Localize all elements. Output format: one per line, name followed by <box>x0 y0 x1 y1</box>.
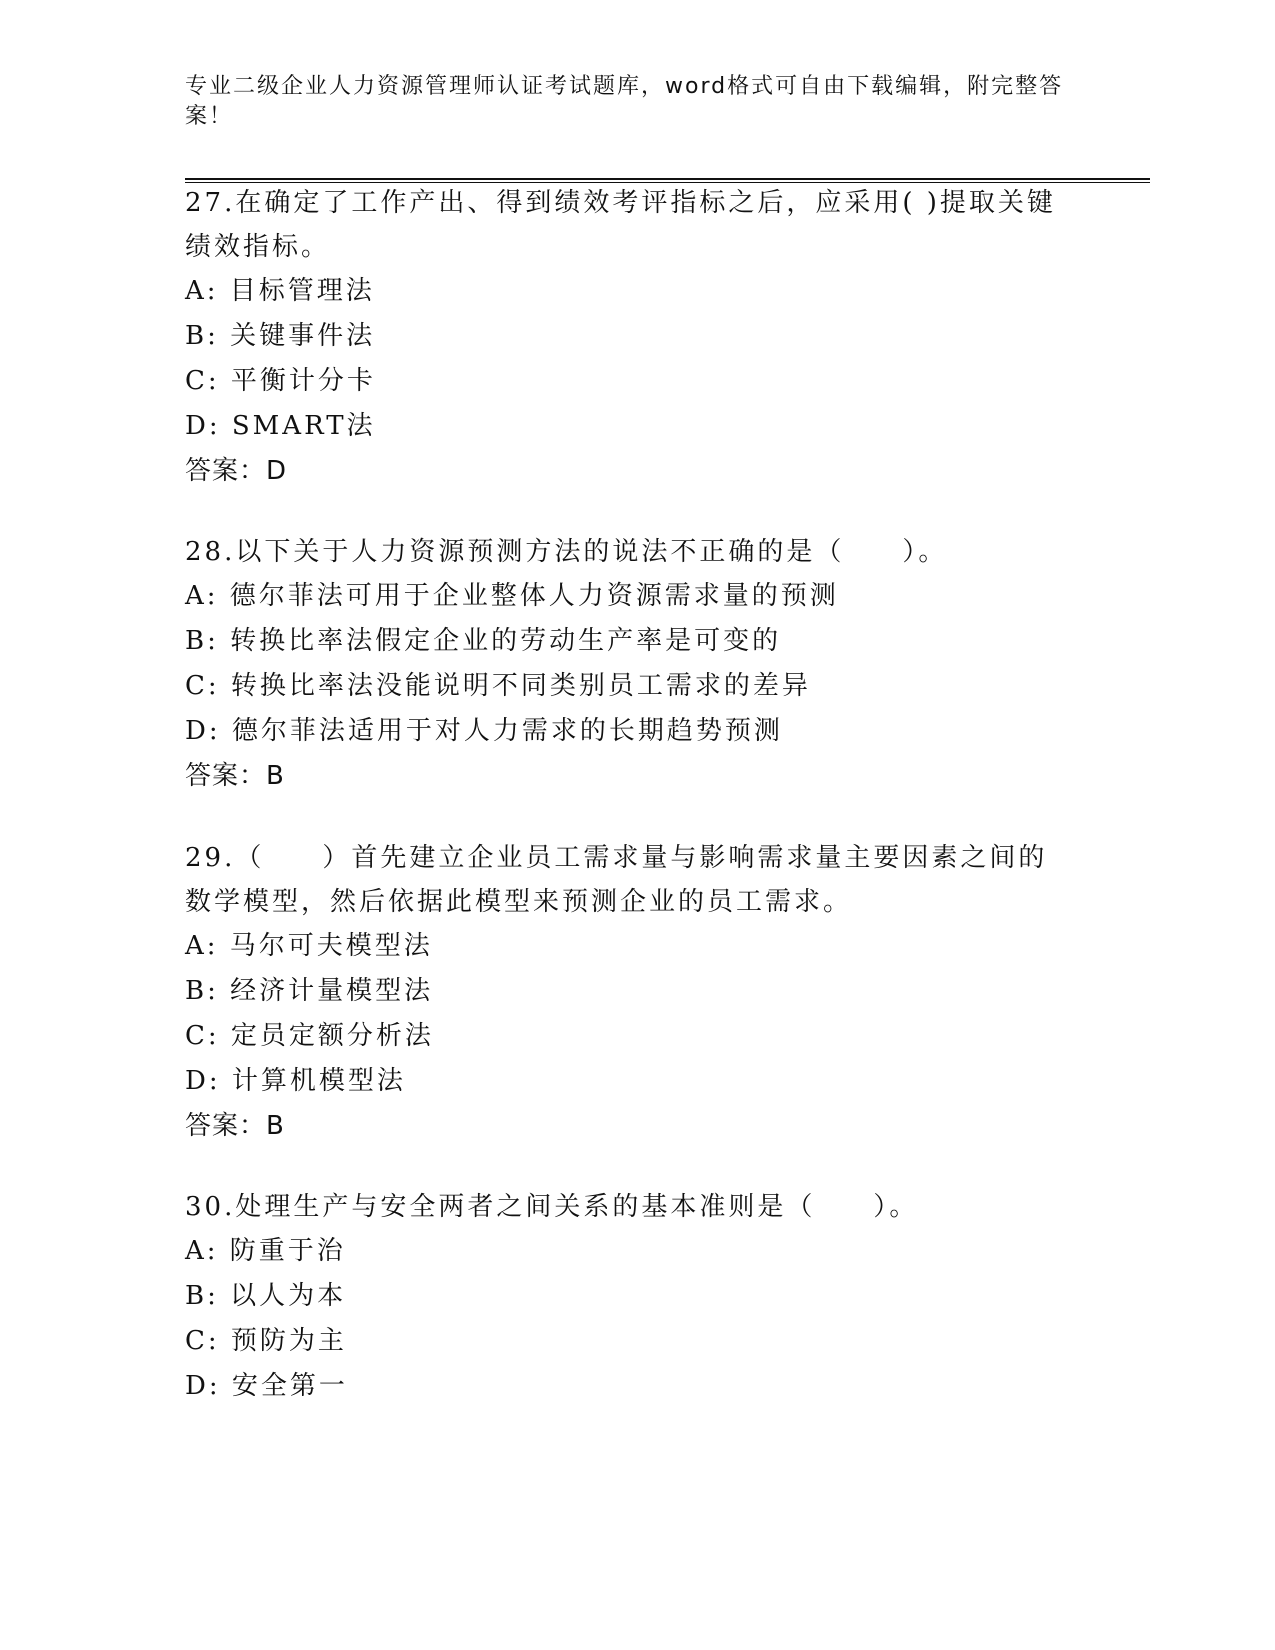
question-block-29 <box>185 836 1065 1148</box>
answer-line: 答案：B <box>185 1111 285 1141</box>
option-c: C: 平衡计分卡 <box>185 366 376 396</box>
option-a: A: 目标管理法 <box>185 276 375 306</box>
option-c: C: 转换比率法没能说明不同类别员工需求的差异 <box>185 671 811 701</box>
answer-line: 答案：B <box>185 761 285 791</box>
question-block-28 <box>185 530 1065 798</box>
option-d: D: 安全第一 <box>185 1371 348 1401</box>
option-b: B: 关键事件法 <box>185 321 376 351</box>
question-stem: 28.以下关于人力资源预测方法的说法不正确的是（ ）。 <box>185 537 948 567</box>
option-a: A: 防重于治 <box>185 1236 346 1266</box>
question-stem: 27.在确定了工作产出、得到绩效考评指标之后，应采用( )提取关键绩效指标。 <box>185 188 1056 262</box>
option-b: B: 转换比率法假定企业的劳动生产率是可变的 <box>185 626 782 656</box>
option-d: D: 计算机模型法 <box>185 1066 406 1096</box>
answer-line: 答案：D <box>185 456 288 486</box>
option-b: B: 以人为本 <box>185 1281 347 1311</box>
document-header: 专业二级企业人力资源管理师认证考试题库，word格式可自由下载编辑，附完整答案！ <box>185 74 1064 129</box>
option-a: A: 德尔菲法可用于企业整体人力资源需求量的预测 <box>185 581 839 611</box>
option-c: C: 定员定额分析法 <box>185 1021 434 1051</box>
question-block-27 <box>185 181 1065 493</box>
option-c: C: 预防为主 <box>185 1326 347 1356</box>
question-block-30 <box>185 1185 1065 1409</box>
question-stem: 30.处理生产与安全两者之间关系的基本准则是（ ）。 <box>185 1192 919 1222</box>
option-a: A: 马尔可夫模型法 <box>185 931 433 961</box>
question-stem: 29.（ ）首先建立企业员工需求量与影响需求量主要因素之间的数学模型，然后依据此模型来预测企业的员工需求。 <box>185 843 1048 917</box>
option-d: D: SMART法 <box>185 411 376 441</box>
header-divider-thick <box>185 178 1150 180</box>
option-b: B: 经济计量模型法 <box>185 976 434 1006</box>
option-d: D: 德尔菲法适用于对人力需求的长期趋势预测 <box>185 716 783 746</box>
